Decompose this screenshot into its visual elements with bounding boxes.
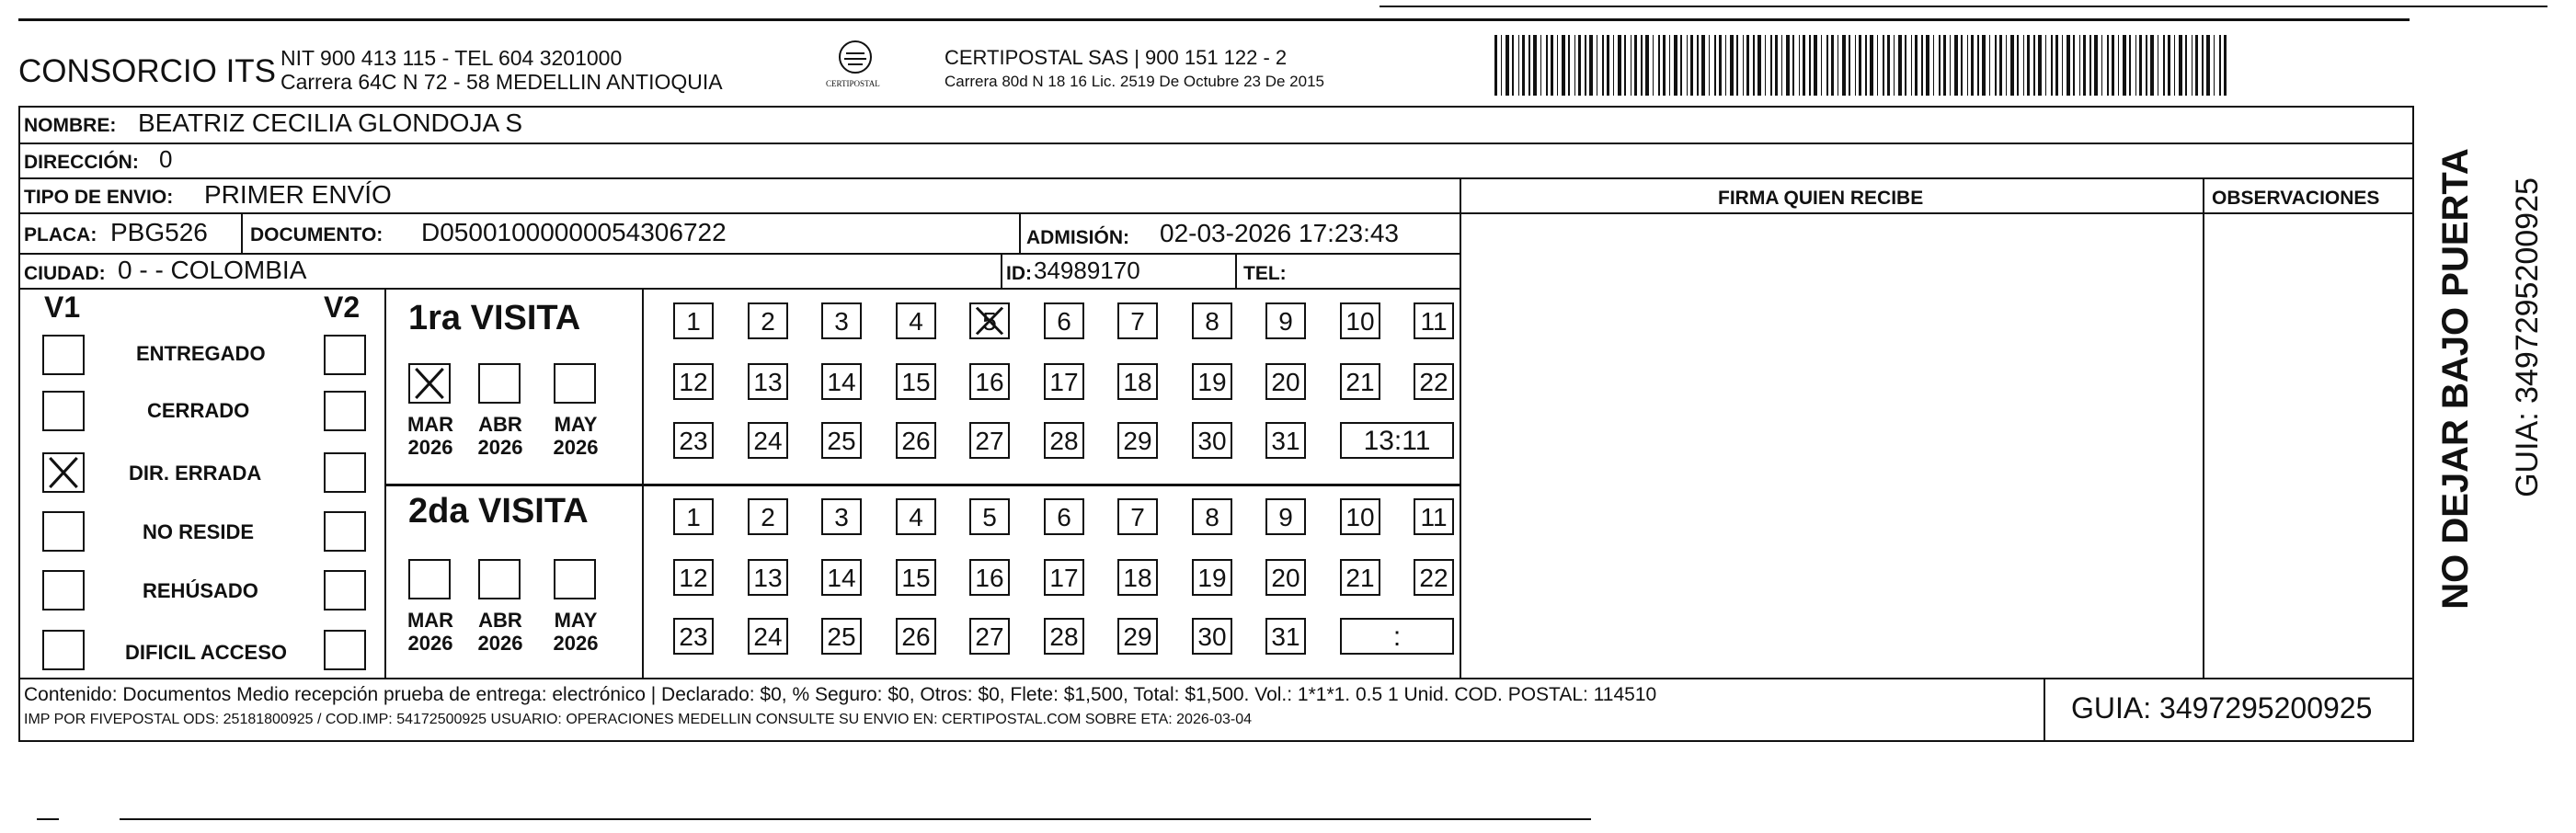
day-number: 15: [901, 368, 931, 396]
day-number: 30: [1197, 427, 1227, 455]
visit2-day-box[interactable]: [673, 559, 714, 596]
day-number: 2: [761, 307, 775, 336]
visit1-day-box[interactable]: [1265, 363, 1306, 400]
visit1-day-box[interactable]: [1117, 363, 1158, 400]
visit1-day-box[interactable]: [1414, 302, 1454, 339]
visit1-day-box[interactable]: [969, 363, 1010, 400]
day-number: 21: [1345, 564, 1375, 592]
tipo-envio-value: PRIMER ENVÍO: [204, 180, 392, 209]
day-number: 17: [1049, 564, 1079, 592]
visit2-day-box[interactable]: [969, 618, 1010, 655]
day-number: 11: [1420, 307, 1448, 336]
vrule-placa: [241, 212, 243, 253]
v1-checkbox[interactable]: [42, 452, 85, 493]
day-number: 22: [1419, 368, 1448, 396]
day-number: 24: [753, 427, 783, 455]
tel-label: TEL:: [1243, 263, 1287, 284]
visit2-day-box[interactable]: [1414, 559, 1454, 596]
day-number: 1: [686, 503, 701, 531]
day-number: 4: [909, 307, 923, 336]
rule-4: [18, 253, 1460, 255]
visit1-day-box[interactable]: [673, 302, 714, 339]
visit1-day-box[interactable]: [1414, 363, 1454, 400]
day-number: 4: [909, 503, 923, 531]
day-number: 6: [1057, 307, 1071, 336]
visit1-day-box[interactable]: [1117, 422, 1158, 459]
visit2-day-box[interactable]: [1414, 498, 1454, 535]
side-guia-text: GUIA: 3497295200925: [2510, 177, 2545, 497]
day-number: 21: [1345, 368, 1375, 396]
visit2-month-checkbox[interactable]: [478, 559, 521, 599]
rule-footer: [18, 678, 2414, 679]
rule-3-right: [1460, 212, 2414, 214]
day-number: 26: [901, 622, 931, 651]
v2-checkbox[interactable]: [324, 391, 366, 431]
day-mark-x: [971, 304, 1008, 337]
visit2-month-label: MAR 2026: [406, 609, 454, 656]
barcode: [1494, 35, 2230, 96]
visit1-day-box[interactable]: [969, 302, 1010, 339]
visit1-day-box[interactable]: [821, 302, 862, 339]
visit1-day-box[interactable]: [1117, 302, 1158, 339]
rule-3: [18, 212, 1460, 214]
visit1-day-box[interactable]: [821, 422, 862, 459]
visit1-day-box[interactable]: [896, 422, 936, 459]
visit2-day-box[interactable]: [748, 559, 788, 596]
visit2-day-box[interactable]: [1265, 618, 1306, 655]
v1-checkbox[interactable]: [42, 391, 85, 431]
status-label: REHÚSADO: [143, 579, 258, 602]
day-number: 8: [1205, 307, 1219, 336]
day-number: 5: [982, 503, 997, 531]
day-number: 26: [901, 427, 931, 455]
day-number: 27: [975, 622, 1004, 651]
visit1-day-box[interactable]: [896, 302, 936, 339]
v2-label: V2: [324, 291, 361, 324]
documento-label: DOCUMENTO:: [250, 224, 384, 245]
visit2-day-box[interactable]: [1265, 559, 1306, 596]
guia-box-value: GUIA: 3497295200925: [2071, 691, 2373, 725]
visit1-day-box[interactable]: [821, 363, 862, 400]
documento-value: D05001000000054306722: [421, 218, 727, 246]
visit2-day-box[interactable]: [969, 498, 1010, 535]
visit2-day-box[interactable]: [821, 559, 862, 596]
visit2-day-box[interactable]: [748, 618, 788, 655]
v1-checkbox[interactable]: [42, 630, 85, 670]
status-label: NO RESIDE: [143, 520, 255, 543]
day-number: 8: [1205, 503, 1219, 531]
rule-1: [18, 143, 2414, 144]
visit2-day-box[interactable]: [896, 498, 936, 535]
day-number: 15: [901, 564, 931, 592]
direccion-value: 0: [159, 145, 173, 173]
day-number: 30: [1197, 622, 1227, 651]
day-number: 19: [1197, 564, 1227, 592]
visit2-month-checkbox[interactable]: [408, 559, 451, 599]
direccion-label: DIRECCIÓN:: [24, 152, 139, 173]
vrule-id: [1001, 253, 1002, 288]
day-number: 20: [1271, 564, 1300, 592]
visit1-month-checkbox[interactable]: [478, 363, 521, 404]
visit2-day-box[interactable]: [1192, 559, 1232, 596]
day-number: 7: [1130, 307, 1145, 336]
visit1-day-box[interactable]: [1192, 363, 1232, 400]
bottom-scan-dash: [37, 818, 59, 820]
day-number: 20: [1271, 368, 1300, 396]
visit1-time-box[interactable]: 13:11: [1340, 422, 1454, 459]
id-label: ID:: [1006, 263, 1032, 284]
id-value: 34989170: [1034, 257, 1140, 284]
visit1-month-label: MAR 2026: [406, 413, 454, 460]
day-number: 2: [761, 503, 775, 531]
visit1-day-box[interactable]: [673, 363, 714, 400]
visit2-day-box[interactable]: [821, 498, 862, 535]
certipostal-line: CERTIPOSTAL SAS | 900 151 122 - 2: [945, 46, 1288, 69]
day-number: 11: [1420, 503, 1448, 531]
day-number: 16: [975, 564, 1004, 592]
day-number: 13: [753, 564, 783, 592]
status-label: ENTREGADO: [136, 342, 266, 365]
visit1-day-box[interactable]: [1265, 422, 1306, 459]
vrule-guia-box: [2044, 678, 2045, 742]
day-number: 3: [834, 503, 849, 531]
visit2-day-box[interactable]: [673, 498, 714, 535]
day-number: 10: [1345, 307, 1375, 336]
v1-checkbox[interactable]: [42, 335, 85, 375]
visit1-title: 1ra VISITA: [408, 299, 581, 337]
visit2-day-box[interactable]: [1192, 498, 1232, 535]
visit2-day-box[interactable]: [1117, 498, 1158, 535]
nombre-label: NOMBRE:: [24, 115, 117, 136]
visit1-month-label: ABR 2026: [477, 413, 523, 460]
tipo-envio-label: TIPO DE ENVIO:: [24, 187, 174, 208]
visit2-day-box[interactable]: [1117, 559, 1158, 596]
day-number: 5: [982, 307, 997, 336]
day-number: 27: [975, 427, 1004, 455]
visit1-day-box[interactable]: [748, 363, 788, 400]
vrule-obs: [2203, 177, 2204, 678]
top-right-line: [1380, 6, 2547, 7]
visit2-day-box[interactable]: [896, 559, 936, 596]
day-number: 16: [975, 368, 1004, 396]
visit2-title: 2da VISITA: [408, 492, 589, 531]
visit2-month-label: ABR 2026: [477, 609, 523, 656]
day-number: 14: [827, 368, 856, 396]
address-line: Carrera 64C N 72 - 58 MEDELLIN ANTIOQUIA: [280, 70, 723, 94]
status-label: DIFICIL ACCESO: [125, 641, 288, 664]
visit1-day-box[interactable]: [1340, 363, 1380, 400]
day-number: 1: [686, 307, 701, 336]
visit2-day-box[interactable]: [1340, 498, 1380, 535]
visit1-day-box[interactable]: [1192, 302, 1232, 339]
day-number: 31: [1271, 622, 1300, 651]
ciudad-value: 0 - - COLOMBIA: [118, 256, 307, 284]
day-number: 9: [1278, 503, 1293, 531]
firma-label: FIRMA QUIEN RECIBE: [1718, 188, 1924, 209]
observaciones-label: OBSERVACIONES: [2212, 188, 2380, 209]
day-number: 25: [827, 427, 856, 455]
top-border-line: [18, 18, 2410, 21]
visit1-day-box[interactable]: [969, 422, 1010, 459]
v2-checkbox[interactable]: [324, 570, 366, 610]
day-number: 23: [679, 427, 708, 455]
visit2-time-box[interactable]: :: [1340, 618, 1454, 655]
day-number: 29: [1123, 427, 1152, 455]
visit2-day-box[interactable]: [748, 498, 788, 535]
visit1-day-box[interactable]: [748, 302, 788, 339]
visit2-day-box[interactable]: [673, 618, 714, 655]
visit1-day-box[interactable]: [748, 422, 788, 459]
day-number: 29: [1123, 622, 1152, 651]
visit2-day-box[interactable]: [1044, 498, 1084, 535]
v2-checkbox[interactable]: [324, 335, 366, 375]
visit2-day-box[interactable]: [969, 559, 1010, 596]
day-number: 9: [1278, 307, 1293, 336]
day-number: 6: [1057, 503, 1071, 531]
visit1-day-box[interactable]: [1044, 422, 1084, 459]
admision-label: ADMISIÓN:: [1026, 227, 1129, 248]
day-number: 17: [1049, 368, 1079, 396]
day-number: 18: [1123, 564, 1152, 592]
day-number: 10: [1345, 503, 1375, 531]
vrule-admision: [1019, 212, 1021, 253]
day-number: 12: [679, 564, 708, 592]
imp-line: IMP POR FIVEPOSTAL ODS: 25181800925 / COD.IMP: 54172500925 USUARIO: OPERACIONES MEDELLIN CONSULTE SU ENVIO EN: CERTIPOSTAL.COM SOBRE ETA: 2026-03-04: [24, 712, 1252, 727]
visit2-day-box[interactable]: [1044, 559, 1084, 596]
visit1-day-box[interactable]: [1044, 302, 1084, 339]
visit1-day-box[interactable]: [1192, 422, 1232, 459]
day-number: 24: [753, 622, 783, 651]
vrule-visit: [642, 288, 644, 678]
side-main-text: NO DEJAR BAJO PUERTA: [2435, 148, 2476, 610]
vrule-tel: [1235, 253, 1237, 288]
logo-text: CERTIPOSTAL: [826, 79, 880, 88]
vrule-status: [384, 288, 386, 678]
visit2-day-box[interactable]: [1044, 618, 1084, 655]
visit1-month-checkbox[interactable]: [408, 363, 451, 404]
day-number: 12: [679, 368, 708, 396]
visit1-day-box[interactable]: [1265, 302, 1306, 339]
visit2-month-label: MAY 2026: [553, 609, 599, 656]
nit-line: NIT 900 413 115 - TEL 604 3201000: [280, 46, 623, 70]
day-number: 28: [1049, 427, 1079, 455]
day-number: 31: [1271, 427, 1300, 455]
certipostal-address: Carrera 80d N 18 16 Lic. 2519 De Octubre 23 De 2015: [945, 73, 1324, 90]
day-number: 18: [1123, 368, 1152, 396]
visit1-day-box[interactable]: [1340, 302, 1380, 339]
visit1-month-label: MAY 2026: [553, 413, 599, 460]
day-number: 28: [1049, 622, 1079, 651]
visit2-month-checkbox[interactable]: [554, 559, 596, 599]
visit2-day-box[interactable]: [896, 618, 936, 655]
placa-label: PLACA:: [24, 224, 97, 245]
ciudad-label: CIUDAD:: [24, 263, 106, 284]
v1-checkbox[interactable]: [42, 570, 85, 610]
visit1-month-checkbox[interactable]: [554, 363, 596, 404]
visit1-day-box[interactable]: [1044, 363, 1084, 400]
rule-visit-split: [384, 484, 1460, 486]
day-number: 13: [753, 368, 783, 396]
day-number: 7: [1130, 503, 1145, 531]
contenido-line: Contenido: Documentos Medio recepción prueba de entrega: electrónico | Declarado: $0, % Seguro: $0, Otros: $0, Flete: $1,500, Total: $1,500. Vol.: 1*1*1. 0.5 1 Unid. COD. POSTAL: 114510: [24, 684, 1657, 705]
rule-2: [18, 177, 2414, 179]
bottom-scan-line: [120, 818, 1591, 820]
visit2-day-box[interactable]: [1192, 618, 1232, 655]
day-number: 3: [834, 307, 849, 336]
v1-checkbox[interactable]: [42, 511, 85, 552]
company-name: CONSORCIO ITS: [18, 53, 277, 89]
certipostal-logo: [809, 37, 901, 101]
v2-checkbox[interactable]: [324, 452, 366, 493]
day-number: 25: [827, 622, 856, 651]
v2-checkbox[interactable]: [324, 630, 366, 670]
day-number: 23: [679, 622, 708, 651]
status-label: CERRADO: [147, 399, 250, 422]
visit2-day-box[interactable]: [821, 618, 862, 655]
vrule-firma: [1460, 177, 1461, 678]
v1-label: V1: [44, 291, 81, 324]
v2-checkbox[interactable]: [324, 511, 366, 552]
day-number: 22: [1419, 564, 1448, 592]
visit2-day-box[interactable]: [1265, 498, 1306, 535]
nombre-value: BEATRIZ CECILIA GLONDOJA S: [138, 108, 523, 137]
side-warning: [2419, 120, 2545, 653]
status-label: DIR. ERRADA: [129, 462, 262, 485]
visit2-day-box[interactable]: [1117, 618, 1158, 655]
day-number: 19: [1197, 368, 1227, 396]
day-number: 14: [827, 564, 856, 592]
placa-value: PBG526: [110, 218, 208, 246]
visit1-day-box[interactable]: [673, 422, 714, 459]
visit2-day-box[interactable]: [1340, 559, 1380, 596]
visit1-day-box[interactable]: [896, 363, 936, 400]
rule-5: [18, 288, 1460, 290]
admision-value: 02-03-2026 17:23:43: [1160, 219, 1399, 247]
